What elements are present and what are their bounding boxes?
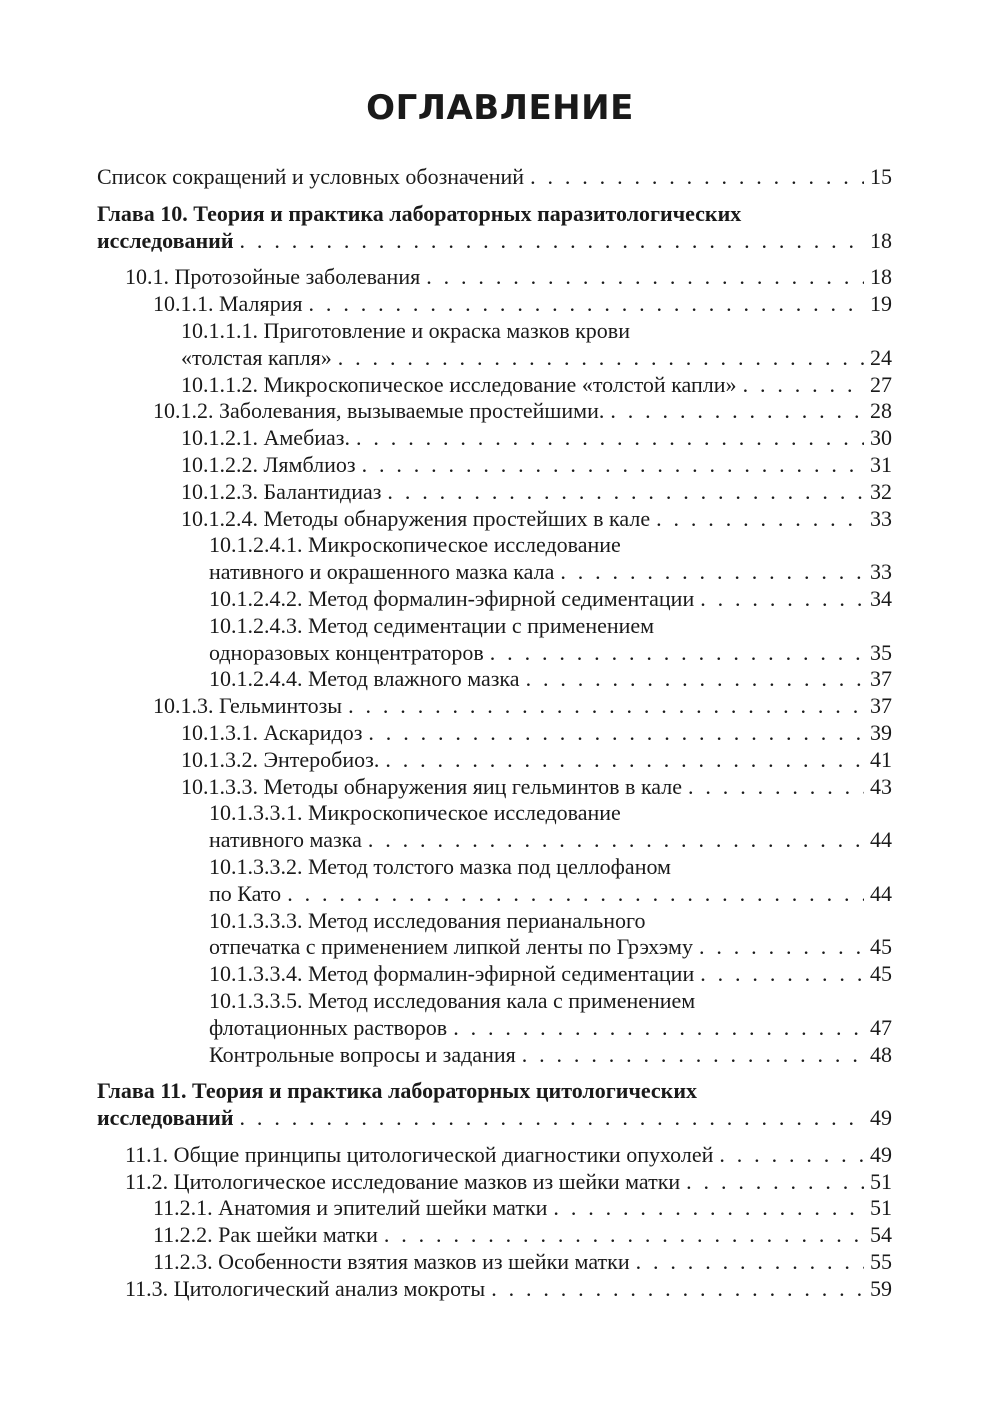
toc-page-number: 55 <box>870 1249 892 1275</box>
toc-page-number: 51 <box>870 1195 892 1221</box>
toc-entry-title: 10.1.2.4.3. Метод седиментации с применением <box>209 612 655 638</box>
dot-leader <box>490 640 864 667</box>
toc-entry-line <box>97 1105 892 1132</box>
toc-entry-title: Контрольные вопросы и задания <box>209 1041 516 1067</box>
toc-chapter-entry[interactable] <box>97 1078 892 1132</box>
toc-entry-title: 10.1.2.3. Балантидиаз <box>181 478 382 504</box>
dot-leader <box>348 693 864 720</box>
toc-entry-line <box>125 1276 892 1303</box>
toc-entry-line <box>209 613 892 640</box>
dot-leader <box>387 479 864 506</box>
toc-page-number: 24 <box>870 344 892 370</box>
toc-page-number: 39 <box>870 719 892 745</box>
toc-page-number: 28 <box>870 398 892 424</box>
toc-page-number: 37 <box>870 666 892 692</box>
toc-entry[interactable] <box>97 1142 892 1169</box>
toc-entry[interactable] <box>97 164 892 191</box>
dot-leader <box>553 1195 864 1222</box>
toc-entry[interactable] <box>97 1276 892 1303</box>
toc-entry[interactable] <box>97 506 892 533</box>
dot-leader <box>686 1169 864 1196</box>
toc-entry-title: 10.1.1. Малярия <box>153 291 303 317</box>
toc-entry[interactable] <box>97 666 892 693</box>
toc-entry-title: 11.2.1. Анатомия и эпителий шейки матки <box>153 1195 548 1221</box>
toc-entry[interactable] <box>97 425 892 452</box>
toc-entry-line <box>153 1249 892 1276</box>
toc-entry-line <box>209 586 892 613</box>
toc-page-number: 31 <box>870 451 892 477</box>
toc-entry-title: 10.1.3.3.1. Микроскопическое исследование <box>209 800 621 826</box>
dot-leader <box>453 1015 864 1042</box>
dot-leader <box>700 961 864 988</box>
toc-entry-line <box>181 720 892 747</box>
toc-entry[interactable] <box>97 452 892 479</box>
dot-leader <box>384 1222 864 1249</box>
toc-entry-title: 10.1.2.4.2. Метод формалин-эфирной седиментации <box>209 585 695 611</box>
toc-entry-title: 10.1.3.2. Энтеробиоз. <box>181 746 380 772</box>
toc-entry[interactable] <box>97 961 892 988</box>
toc-entry-title: 10.1.2.4.4. Метод влажного мазка <box>209 666 520 692</box>
toc-entry-title: одноразовых концентраторов <box>209 639 484 665</box>
dot-leader <box>426 264 864 291</box>
toc-entry-line <box>209 854 892 881</box>
toc-entry-title: Глава 11. Теория и практика лабораторных цитологических <box>97 1078 697 1104</box>
toc-entry[interactable] <box>97 774 892 801</box>
toc-page-number: 51 <box>870 1168 892 1194</box>
toc-entry-title: 10.1.3.3.3. Метод исследования перианального <box>209 907 646 933</box>
toc-entry-line <box>181 747 892 774</box>
toc-entry-title: отпечатка с применением липкой ленты по Грэхэму <box>209 934 693 960</box>
toc-entry[interactable] <box>97 318 892 372</box>
toc-entry[interactable] <box>97 800 892 854</box>
toc-entry[interactable] <box>97 908 892 962</box>
toc-entry-title: нативного и окрашенного мазка кала <box>209 559 555 585</box>
toc-entry-line <box>209 640 892 667</box>
toc-page-number: 35 <box>870 639 892 665</box>
toc-page-number: 49 <box>870 1141 892 1167</box>
toc-entry-title: по Като <box>209 880 282 906</box>
toc-entry-line <box>209 1042 892 1069</box>
toc-entry-title: 11.2. Цитологическое исследование мазков из шейки матки <box>125 1168 681 1194</box>
toc-page-number: 47 <box>870 1014 892 1040</box>
toc-page-number: 45 <box>870 934 892 960</box>
toc-entry-title: 10.1.3.3.5. Метод исследования кала с применением <box>209 987 696 1013</box>
toc-entry[interactable] <box>97 372 892 399</box>
toc-page-number: 43 <box>870 773 892 799</box>
toc-entry-line <box>209 988 892 1015</box>
dot-leader <box>700 586 864 613</box>
toc-entry-line <box>181 345 892 372</box>
toc-entry-title: исследований <box>97 227 234 253</box>
toc-entry-title: 10.1.2.4. Методы обнаружения простейших в кале <box>181 505 651 531</box>
toc-entry-line <box>209 827 892 854</box>
toc-entry-line <box>97 164 892 191</box>
dot-leader <box>636 1249 864 1276</box>
toc-page-number: 15 <box>870 164 892 189</box>
toc-entry-line <box>97 228 892 255</box>
toc-entry-line <box>209 881 892 908</box>
dot-leader <box>309 291 864 318</box>
toc-entry[interactable] <box>97 988 892 1042</box>
toc-entry-line <box>209 908 892 935</box>
toc-page-number: 32 <box>870 478 892 504</box>
toc-entry[interactable] <box>97 291 892 318</box>
toc-page-number: 48 <box>870 1041 892 1067</box>
toc-entry-line <box>125 1142 892 1169</box>
toc-page-number: 33 <box>870 559 892 585</box>
dot-leader <box>356 425 864 452</box>
toc-page-number: 19 <box>870 291 892 317</box>
toc-entry-line <box>181 506 892 533</box>
toc-page-number: 59 <box>870 1275 892 1301</box>
toc-entry[interactable] <box>97 586 892 613</box>
toc-page-number: 45 <box>870 961 892 987</box>
toc-page-number: 54 <box>870 1222 892 1248</box>
toc-page-number: 44 <box>870 880 892 906</box>
toc-entry-line <box>209 666 892 693</box>
toc-entry[interactable] <box>97 720 892 747</box>
dot-leader <box>688 774 864 801</box>
toc-entry-title: 10.1.3.3.2. Метод толстого мазка под целлофаном <box>209 853 671 879</box>
dot-leader <box>656 506 864 533</box>
toc-entry[interactable] <box>97 479 892 506</box>
toc-page-number: 49 <box>870 1105 892 1131</box>
toc-entry-line <box>181 372 892 399</box>
toc-entry-title: 10.1.3.1. Аскаридоз <box>181 719 363 745</box>
toc-entry[interactable] <box>97 1222 892 1249</box>
toc-entry[interactable] <box>97 264 892 291</box>
dot-leader <box>362 452 864 479</box>
dot-leader <box>338 345 864 372</box>
toc-page-number: 18 <box>870 227 892 253</box>
toc-page-number: 30 <box>870 425 892 451</box>
dot-leader <box>491 1276 864 1303</box>
toc-entry-line <box>181 479 892 506</box>
toc-page-number: 44 <box>870 827 892 853</box>
dot-leader <box>743 372 864 399</box>
table-of-contents <box>97 164 892 1303</box>
dot-leader <box>240 228 864 255</box>
toc-entry-line <box>97 201 892 228</box>
toc-entry-title: 11.2.3. Особенности взятия мазков из шейки матки <box>153 1249 630 1275</box>
toc-entry-line <box>125 264 892 291</box>
toc-page-number: 34 <box>870 585 892 611</box>
toc-entry[interactable] <box>97 398 892 425</box>
toc-entry-line <box>153 1195 892 1222</box>
toc-entry-line <box>209 961 892 988</box>
toc-entry[interactable] <box>97 613 892 667</box>
toc-entry[interactable] <box>97 1195 892 1222</box>
toc-page-number: 27 <box>870 371 892 397</box>
dot-leader <box>385 747 864 774</box>
toc-page-number: 18 <box>870 264 892 290</box>
dot-leader <box>522 1042 864 1069</box>
dot-leader <box>368 720 864 747</box>
dot-leader <box>287 881 864 908</box>
toc-entry-title: 10.1.1.1. Приготовление и окраска мазков крови <box>181 317 630 343</box>
toc-entry-line <box>153 693 892 720</box>
toc-entry-title: 10.1.2.4.1. Микроскопическое исследование <box>209 532 621 558</box>
toc-entry-title: 10.1.3.3. Методы обнаружения яиц гельминтов в кале <box>181 773 682 799</box>
toc-entry-title: 11.1. Общие принципы цитологической диагностики опухолей <box>125 1141 714 1167</box>
dot-leader <box>526 666 864 693</box>
toc-entry[interactable] <box>97 854 892 908</box>
toc-entry-title: 10.1.3. Гельминтозы <box>153 693 343 719</box>
toc-entry-line <box>209 532 892 559</box>
toc-entry-title: 10.1.2. Заболевания, вызываемые простейшими. <box>153 398 605 424</box>
toc-page-number: 33 <box>870 505 892 531</box>
page-title: ОГЛАВЛЕНИЕ <box>366 88 634 128</box>
toc-chapter-entry[interactable] <box>97 201 892 255</box>
toc-entry-title: исследований <box>97 1105 234 1131</box>
toc-entry-title: 11.2.2. Рак шейки матки <box>153 1222 378 1248</box>
dot-leader <box>560 559 864 586</box>
toc-entry[interactable] <box>97 1249 892 1276</box>
toc-entry-title: Список сокращений и условных обозначений <box>97 164 525 189</box>
toc-entry-line <box>97 1078 892 1105</box>
toc-entry[interactable] <box>97 1169 892 1196</box>
toc-page-number: 41 <box>870 746 892 772</box>
toc-entry-title: 10.1.2.1. Амебиаз. <box>181 425 350 451</box>
toc-entry-line <box>181 425 892 452</box>
toc-entry-title: 11.3. Цитологический анализ мокроты <box>125 1275 486 1301</box>
toc-entry-title: Глава 10. Теория и практика лабораторных паразитологических <box>97 200 742 226</box>
toc-entry-line <box>181 774 892 801</box>
dot-leader <box>530 164 864 191</box>
toc-entry-title: 10.1.3.3.4. Метод формалин-эфирной седиментации <box>209 961 695 987</box>
toc-entry-line <box>153 1222 892 1249</box>
dot-leader <box>699 934 864 961</box>
toc-entry-line <box>153 291 892 318</box>
toc-entry-title: флотационных растворов <box>209 1014 448 1040</box>
toc-entry-title: 10.1.2.2. Лямблиоз <box>181 451 356 477</box>
dot-leader <box>610 398 864 425</box>
toc-entry-line <box>181 318 892 345</box>
toc-entry-title: нативного мазка <box>209 827 362 853</box>
toc-entry-line <box>153 398 892 425</box>
toc-entry-title: «толстая капля» <box>181 344 332 370</box>
toc-entry-line <box>181 452 892 479</box>
toc-entry-title: 10.1. Протозойные заболевания <box>125 264 421 290</box>
toc-entry[interactable] <box>97 532 892 586</box>
dot-leader <box>719 1142 864 1169</box>
toc-entry-line <box>209 559 892 586</box>
toc-entry-line <box>125 1169 892 1196</box>
toc-page-number: 37 <box>870 693 892 719</box>
toc-entry-line <box>209 800 892 827</box>
toc-entry-line <box>209 1015 892 1042</box>
dot-leader <box>368 827 864 854</box>
toc-entry-line <box>209 934 892 961</box>
toc-entry[interactable] <box>97 747 892 774</box>
toc-entry[interactable] <box>97 1042 892 1069</box>
dot-leader <box>240 1105 864 1132</box>
toc-entry[interactable] <box>97 693 892 720</box>
toc-entry-title: 10.1.1.2. Микроскопическое исследование «толстой капли» <box>181 371 737 397</box>
